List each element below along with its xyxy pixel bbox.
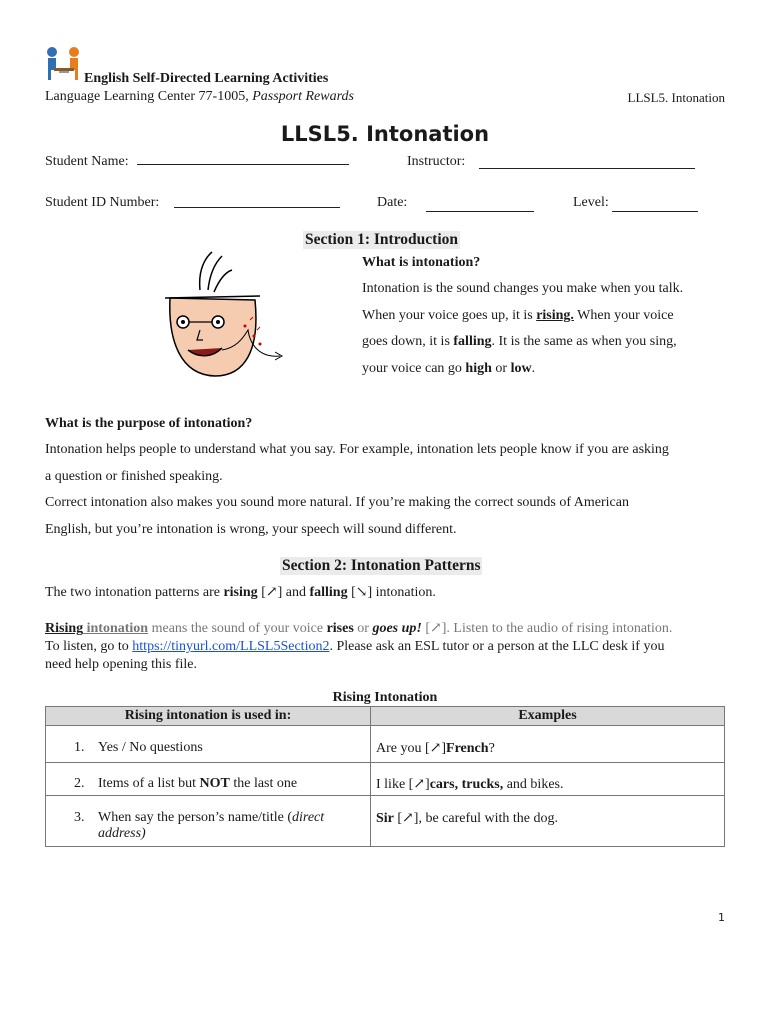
- table-header-examples: Examples: [371, 707, 725, 726]
- page-number: 1: [718, 911, 725, 924]
- student-id-label: Student ID Number:: [45, 195, 160, 210]
- llc-logo: [44, 46, 84, 82]
- section2-title: Section 2: Intonation Patterns: [282, 557, 481, 574]
- rising-intonation-table: [45, 706, 725, 847]
- table-row: 2. Items of a list but NOT the last one I like [↗]cars, trucks, and bikes.: [46, 763, 725, 796]
- table-caption: Rising Intonation: [332, 690, 438, 705]
- level-label: Level:: [573, 195, 609, 210]
- student-name-field[interactable]: [137, 164, 349, 165]
- intonation-definition-paragraph: Intonation is the sound changes you make when you talk. When your voice goes up, it is rising. When your voice goes down, it is falling. It is the same as when you sing, your voice can go high or low.: [362, 281, 684, 376]
- patterns-sentence: The two intonation patterns are rising [↗] and falling [↘] intonation.: [45, 585, 436, 600]
- table-row: 3. When say the person’s name/title (direct address) Sir [↗], be careful with the dog.: [46, 796, 725, 847]
- table-header-use: Rising intonation is used in:: [46, 707, 371, 726]
- header-code: LLSL5. Intonation: [627, 90, 725, 105]
- level-field[interactable]: [612, 211, 698, 212]
- student-id-field[interactable]: [174, 207, 340, 208]
- date-field[interactable]: [426, 211, 534, 212]
- audio-link[interactable]: https://tinyurl.com/LLSL5Section2: [132, 639, 330, 654]
- instructor-field[interactable]: [479, 168, 695, 169]
- question-what-is-intonation: What is intonation?: [362, 255, 481, 270]
- rising-intonation-paragraph: Rising intonation means the sound of your voice rises or goes up! [↗]. Listen to the audio of rising intonation. To listen, go to https://tinyurl.com/LLSL5Section2. Please ask an ESL tutor or a person at the LLC desk if you need help opening this file.: [45, 621, 673, 672]
- instructor-label: Instructor:: [407, 154, 466, 169]
- date-label: Date:: [377, 195, 408, 210]
- question-purpose: What is the purpose of intonation?: [45, 416, 253, 431]
- section1-title: Section 1: Introduction: [305, 231, 459, 248]
- header-title: English Self-Directed Learning Activities: [84, 71, 329, 86]
- table-row: 1. Yes / No questions Are you [↗]French?: [46, 726, 725, 763]
- student-name-label: Student Name:: [45, 154, 129, 169]
- face-illustration: [150, 250, 290, 380]
- header-subtitle: Language Learning Center 77-1005, Passport Rewards: [45, 89, 354, 104]
- document-title: LLSL5. Intonation: [280, 122, 490, 146]
- purpose-paragraph: Intonation helps people to understand what you say. For example, intonation lets people know if you are asking a question or finished speaking. Correct intonation also makes you sound more natural. If you’re making the correct sounds of American English, but you’re intonation is wrong, your speech will sound different.: [45, 442, 669, 537]
